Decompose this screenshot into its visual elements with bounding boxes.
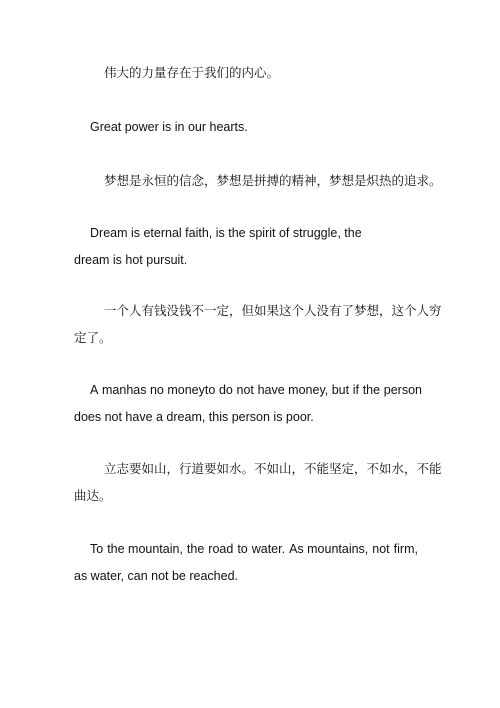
paragraph-3-chinese-line-2: 定了。 — [74, 330, 112, 345]
word: to — [237, 542, 248, 556]
word: water. — [251, 542, 286, 556]
word: As mountains, — [289, 542, 369, 556]
paragraph-4-english-line-2: as water, can not be reached. — [74, 569, 238, 583]
word: if — [352, 383, 360, 397]
paragraph-3-english-line-1 — [90, 384, 422, 397]
paragraph-2-english-line-1: Dream is eternal faith, is the spirit of struggle, the — [90, 226, 362, 240]
word: the — [186, 542, 205, 556]
word: not — [236, 383, 254, 397]
paragraph-2-chinese: 梦想是永恒的信念，梦想是拼搏的精神，梦想是炽热的追求。 — [104, 173, 442, 188]
word: To — [90, 542, 104, 556]
word: do — [218, 383, 233, 397]
word: the — [362, 383, 381, 397]
word: person — [383, 383, 422, 397]
word: the mountain, — [107, 542, 183, 556]
paragraph-1-english: Great power is in our hearts. — [90, 120, 248, 134]
word: not — [372, 542, 390, 556]
paragraph-2-english-line-2: dream is hot pursuit. — [74, 253, 188, 267]
word: manhas no moneyto — [102, 383, 216, 397]
word: road — [208, 542, 234, 556]
paragraph-3-english-line-2: does not have a dream, this person is poor. — [74, 410, 314, 424]
word: A — [90, 383, 99, 397]
paragraph-1-chinese: 伟大的力量存在于我们的内心。 — [104, 65, 280, 80]
paragraph-3-chinese-line-1: 一个人有钱没钱不一定，但如果这个人没有了梦想，这个人穷 — [104, 303, 442, 318]
paragraph-4-chinese-line-2: 曲达。 — [74, 488, 112, 503]
word: have money, but — [257, 383, 350, 397]
paragraph-4-chinese-line-1: 立志要如山，行道要如水。不如山，不能坚定，不如水，不能 — [104, 461, 442, 476]
paragraph-4-english-line-1 — [90, 543, 418, 556]
word: firm, — [393, 542, 418, 556]
